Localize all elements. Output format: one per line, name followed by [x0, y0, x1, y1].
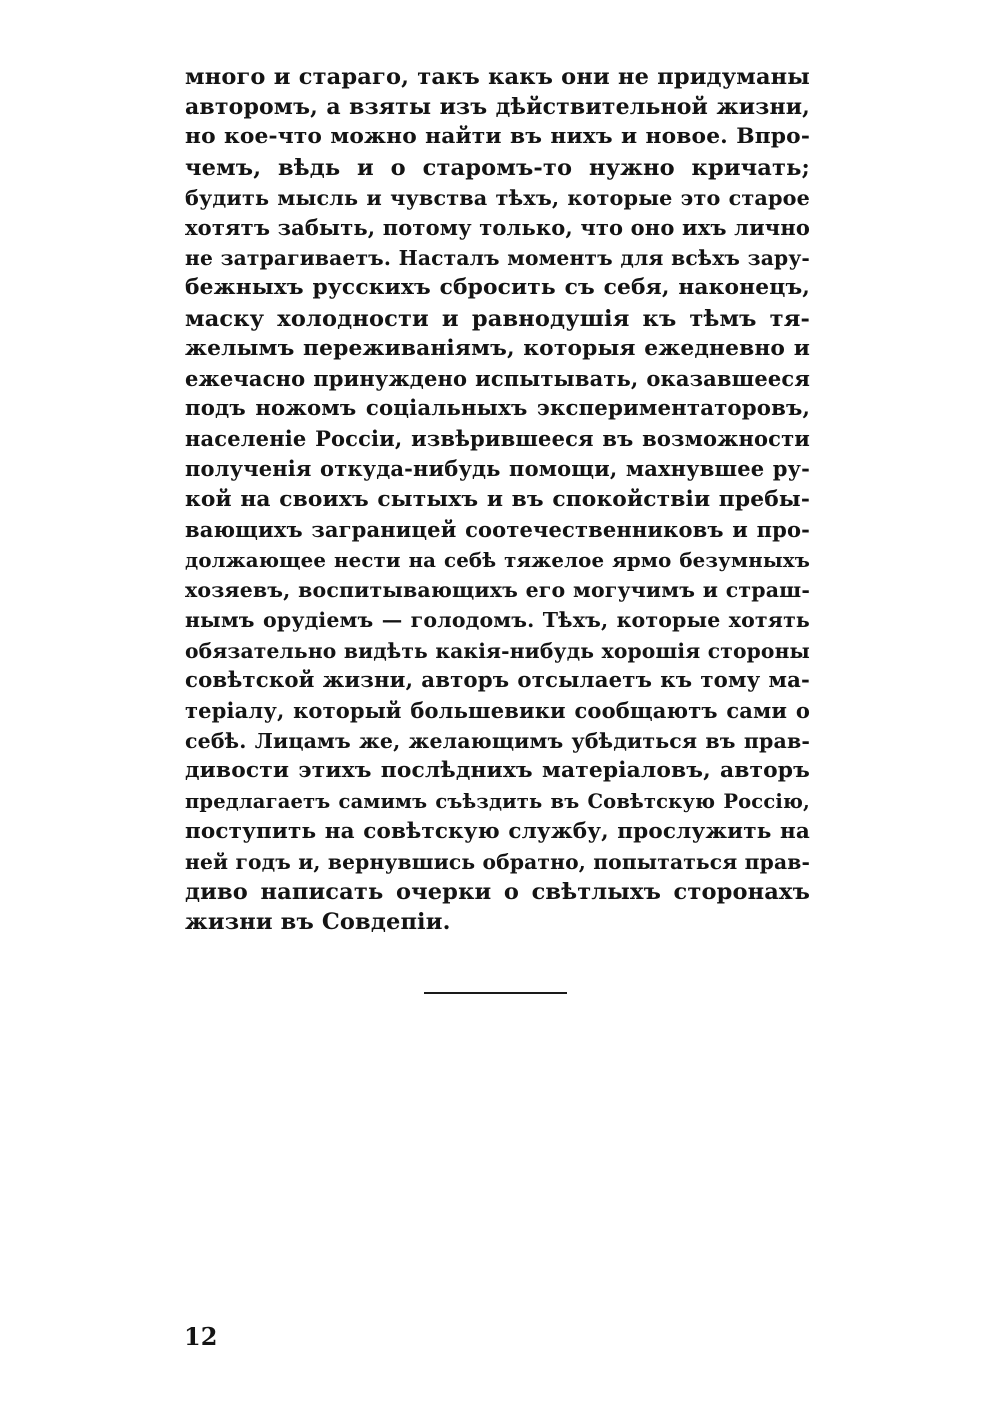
text-line: хозяевъ, воспитывающихъ его могучимъ и страш-: [185, 578, 810, 603]
text-line: дивости этихъ послѣднихъ матеріаловъ, авторъ: [185, 758, 810, 784]
text-line: обязательно видѣть какія-нибудь хорошія стороны: [185, 638, 810, 663]
text-line: маску холодности и равнодушія къ тѣмъ тя-: [185, 305, 810, 332]
text-line: должающее нести на себѣ тяжелое ярмо безумныхъ: [185, 548, 810, 572]
text-line: будить мысль и чувства тѣхъ, которые это старое: [185, 185, 810, 210]
text-line: ежечасно принуждено испытывать, оказавшееся: [185, 365, 810, 391]
text-line: полученія откуда-нибудь помощи, махнувшее ру-: [185, 456, 810, 482]
text-line: себѣ. Лицамъ же, желающимъ убѣдиться въ прав-: [185, 729, 810, 754]
text-line: хотятъ забыть, потому только, что оно ихъ лично: [185, 214, 810, 240]
text-line: не затрагиваетъ. Насталъ моментъ для всѣхъ зару-: [185, 246, 810, 271]
text-line: ней годъ и, вернувшись обратно, попытаться прав-: [185, 849, 810, 874]
text-line: населеніе Россіи, извѣрившееся въ возможности: [185, 426, 810, 452]
page-number: 12: [184, 1322, 218, 1351]
text-line-last: жизни въ Совдепіи.: [185, 909, 451, 936]
text-line: много и стараго, такъ какъ они не придуманы: [185, 64, 810, 90]
text-line: подъ ножомъ соціальныхъ экспериментаторовъ,: [185, 396, 810, 422]
text-line: желымъ переживаніямъ, которыя ежедневно и: [185, 335, 810, 361]
text-line: вающихъ заграницей соотечественниковъ и про-: [185, 516, 810, 542]
text-line: нымъ орудіемъ — голодомъ. Тѣхъ, которые хотять: [185, 608, 810, 633]
text-line: кой на своихъ сытыхъ и въ спокойствіи пребы-: [185, 486, 810, 512]
text-line: чемъ, вѣдь и о старомъ-то нужно кричать;: [185, 154, 810, 181]
text-line: совѣтской жизни, авторъ отсылаетъ къ тому ма-: [185, 667, 810, 693]
section-divider: [424, 992, 567, 994]
text-line: диво написать очерки о свѣтлыхъ сторонахъ: [185, 879, 810, 906]
text-line: предлагаетъ самимъ съѣздить въ Совѣтскую Россію,: [185, 789, 810, 813]
text-line: бежныхъ русскихъ сбросить съ себя, наконецъ,: [185, 275, 810, 301]
text-line: авторомъ, а взяты изъ дѣйствительной жизни,: [185, 94, 810, 121]
body-text: [185, 62, 810, 937]
text-line: теріалу, который большевики сообщаютъ сами о: [185, 697, 810, 723]
text-line: поступить на совѣтскую службу, прослужить на: [185, 818, 810, 844]
text-line: но кое-что можно найти въ нихъ и новое. Впро-: [185, 124, 810, 150]
